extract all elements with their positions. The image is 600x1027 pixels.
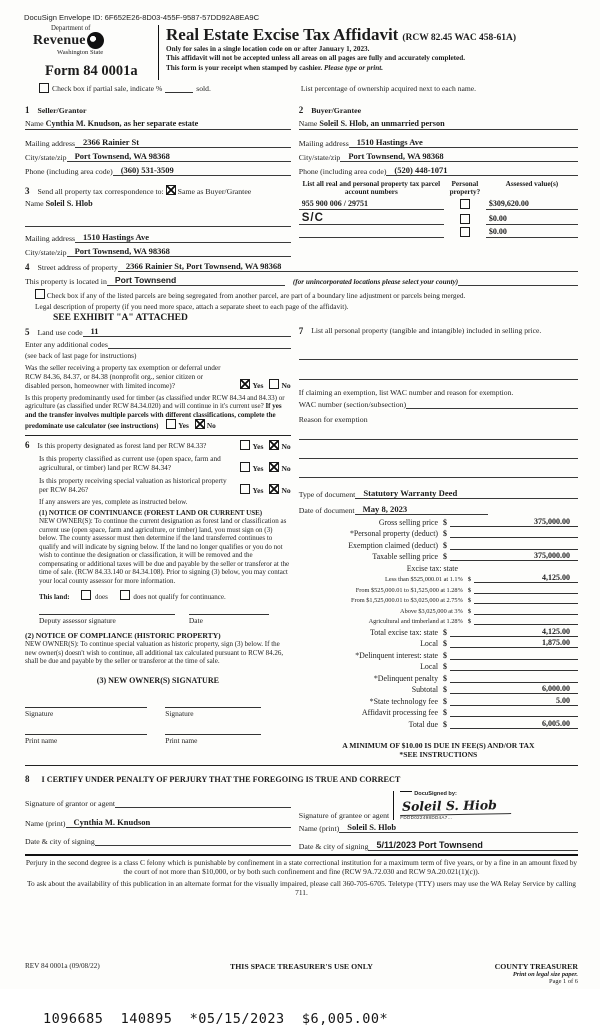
perjury-line2: To ask about the availability of this publication in an alternate format for the visually impaired, please call 360-705-6705. Teletype (TTY) users may use the WA Relay Service by calling 711. [27, 878, 576, 898]
no-checkbox [269, 462, 279, 472]
print-legal-note: Print on legal size paper. [512, 971, 578, 978]
grantor-signature-label: Signature of grantor or agent [25, 798, 116, 808]
segregated-label: Check box if any of the listed parcels are being segregated from another parcel, are part of a boundary line adjustment or parcels being merged. [46, 291, 466, 300]
partial-sale-sold-label: sold. [196, 84, 211, 93]
type-of-document-label: Type of document [298, 490, 356, 499]
amount [450, 682, 578, 683]
notice1-body: NEW OWNER(S): To continue the current designation as forest land or classification as current use (open space, farm and agriculture, or timber) land, you must sign on (3) below. The county assessor must then determine if the land transferred continues to qualify and will indicate by signing below. If the land no longer qualifies or you do not wish to continue the designation or classification, it will be removed and the compensating or additional taxes will be due and payable by the seller or transferor at the time of sale. (RCW 84.33.140 or 84.34.108). Prior to signing (3) below, you may contact your local county assessor for more information. [39, 517, 290, 585]
date-of-document-label: Date of document [298, 506, 355, 515]
county-treasurer: COUNTY TREASURER [494, 962, 578, 971]
form-title: Real Estate Excise Tax Affidavit [166, 25, 399, 44]
question-historical: Is this property receiving special valuation as historical property per RCW 84.26? Yes No [39, 476, 291, 495]
amount: 6,000.00 [450, 684, 578, 694]
amount: 1,875.00 [450, 638, 578, 648]
tax-row-exemption: Exemption claimed (deduct) $ [299, 538, 578, 550]
question-timber-agriculture: Is this property predominantly used for timber (as classified under RCW 84.34 and 84.33) or agriculture (as classified under RCW 84.34.020) and will continue in it's current use? If yes and the transfer involves multiple parcels with different classifications, complete the predominate use calculator (see instructions) Yes No [25, 393, 285, 431]
section7-number: 7 [298, 326, 304, 336]
blank-underline [299, 430, 578, 440]
see-instructions-note: *SEE INSTRUCTIONS [399, 749, 478, 759]
no-checkbox [269, 440, 279, 450]
new-owner-printname-line-1: Print name [25, 734, 147, 745]
section2-number: 2 [298, 105, 304, 115]
deputy-date-line: Date [189, 614, 270, 625]
deputy-assessor-signature-line: Deputy assessor signature [39, 614, 175, 625]
yes-checkbox [240, 379, 250, 389]
subtitle-3-italic: Please type or print. [324, 63, 384, 72]
parcel-header-personal: Personal property? [449, 180, 481, 197]
parcel-header-assessed: Assessed value(s) [505, 180, 559, 188]
question-text: Was the seller receiving a property tax exemption or deferral under RCW 84.36, 84.37, or 84.38 (nonprofit org., senior citizen or disabled person, homeowner with limited income)? [25, 363, 221, 390]
grantor-name-print-label: Name (print) [25, 818, 66, 828]
blank-underline [299, 468, 578, 478]
wac-number-label: WAC number (section/subsection) [298, 400, 407, 409]
blank-underline [299, 350, 578, 360]
tax-row-total-state: Total excise tax: state $ 4,125.00 [299, 625, 578, 637]
amount: 6,005.00 [450, 719, 578, 729]
grantor-name-print-value: Cynthia M. Knudson [66, 817, 291, 828]
parcel-number: 955 900 006 / 29751 [299, 199, 444, 210]
section1-title: Seller/Grantor [37, 106, 87, 115]
section8-divider [25, 765, 578, 766]
exhibit-a-text: SEE EXHIBIT "A" ATTACHED [53, 313, 188, 323]
if-any-yes-note: If any answers are yes, complete as instructed below. [39, 497, 188, 506]
amount: 4,125.00 [450, 627, 578, 637]
seller-city-value: Port Townsend, WA 98368 [67, 151, 291, 162]
personal-property-checkbox [460, 227, 470, 237]
section5-6-column [25, 326, 299, 759]
assessed-value: $0.00 [486, 214, 578, 225]
parcel-row [299, 199, 578, 210]
this-land-label: This land: [39, 593, 70, 602]
date-of-document-value: May 8, 2023 [355, 504, 488, 515]
yes-checkbox [240, 462, 250, 472]
grantee-date-city-label: Date & city of signing [298, 841, 369, 851]
notice1-title: (1) NOTICE OF CONTINUANCE (FOREST LAND OR CURRENT USE) [39, 508, 263, 517]
section6-divider [25, 435, 291, 436]
buyer-grantee-section [299, 100, 578, 257]
amount [474, 614, 578, 615]
amount: 375,000.00 [450, 551, 578, 561]
section3-number: 3 [25, 186, 30, 196]
grantor-date-city-value [95, 845, 291, 846]
does-checkbox [81, 590, 91, 600]
section8-number: 8 [25, 773, 30, 784]
grantee-name-print-value: Soleil S. Hlob [339, 822, 578, 833]
amount [474, 603, 578, 604]
section7-text: List all personal property (tangible and intangible) included in selling price. [311, 326, 542, 335]
revenue-logo-block [25, 25, 151, 80]
yes-checkbox [240, 484, 250, 494]
docusign-id: FDDD022498DD4A7... [400, 814, 453, 820]
seller-mailing-value: 2366 Rainier St [75, 137, 291, 148]
correspondence-mailing-label: Mailing address [25, 234, 76, 243]
section3-text: Send all property tax correspondence to: [37, 187, 164, 196]
new-owner-signature-line-2: Signature [165, 707, 261, 718]
notice2-body: NEW OWNER(S): To continue special valuation as historic property, sign (3) below. If the new owner(s) doesn't wish to continue, all additional tax calculated pursuant to RCW 84.26, shall be due and payable by the seller or transferor at the time of sale. [25, 640, 284, 666]
section1-number: 1 [25, 105, 30, 115]
correspondence-city-label: City/state/zip [25, 248, 67, 257]
tax-row-taxable: Taxable selling price $ 375,000.00 [299, 550, 578, 562]
amount: 4,125.00 [474, 573, 578, 583]
reason-exemption-label: Reason for exemption [298, 415, 368, 424]
amount [474, 624, 578, 625]
amount [450, 670, 578, 671]
ownership-note: List percentage of ownership acquired next to each name. [300, 84, 477, 93]
minimum-due-note: A MINIMUM OF $10.00 IS DUE IN FEE(S) AND/OR TAX [342, 740, 535, 750]
wac-number-value [406, 408, 578, 409]
amount [450, 659, 578, 660]
correspondence-city-value: Port Townsend, WA 98368 [67, 246, 291, 257]
buyer-city-label: City/state/zip [298, 153, 341, 162]
grantee-signature-label: Signature of grantee or agent [298, 810, 390, 820]
tax-row-rate4: Above $3,025,000 at 3% $ [299, 604, 578, 615]
section2-title: Buyer/Grantee [311, 106, 362, 115]
tax-row-delinquent-penalty: *Delinquent penalty $ [299, 671, 578, 683]
section5-number: 5 [25, 327, 30, 337]
no-checkbox [269, 379, 279, 389]
buyer-city-value: Port Townsend, WA 98368 [340, 151, 578, 162]
amount: 5.00 [450, 696, 578, 706]
perjury-line1: Perjury in the second degree is a class C felony which is punishable by confinement in a state correctional institution for a maximum term of five years, or by a fine in an amount fixed by the court of not more than $10,000, or by both such confinement and fine (RCW 9A.72.030 and RCW 9A.20.021(1)(c)). [25, 857, 578, 877]
seller-mailing-label: Mailing address [25, 139, 76, 148]
segregated-checkbox [35, 289, 45, 299]
question-text: Is this property classified as current use (open space, farm and agricultural, or timber) land per RCW 84.34? [39, 454, 221, 473]
tax-row-delinquent-local: Local $ [299, 660, 578, 672]
seller-city-label: City/state/zip [25, 153, 67, 162]
tax-row-rate1: Less than $525,000.01 at 1.1% $ 4,125.00 [299, 573, 578, 584]
personal-property-checkbox [460, 214, 470, 224]
washington-state-label: Washington State [57, 49, 104, 56]
does-not-label: does not qualify for continuance. [133, 593, 226, 602]
additional-codes-value [108, 348, 291, 349]
tax-row-rate2: From $525,000.01 to $1,525,000 at 1.28% $ [299, 583, 578, 594]
correspondence-name: Soleil S. Hlob [45, 199, 93, 208]
buyer-mailing-label: Mailing address [298, 139, 349, 148]
grantee-name-print-label: Name (print) [298, 823, 340, 833]
new-owner-printname-line-2: Print name [165, 734, 261, 745]
partial-sale-checkbox [39, 83, 49, 93]
exemption-note: If claiming an exemption, list WAC number and reason for exemption. [298, 388, 514, 397]
subtitle-1: Only for sales in a single location code on or after January 1, 2023. [166, 45, 370, 53]
name-label: Name [25, 199, 44, 208]
notice3-title: (3) NEW OWNER(S) SIGNATURE [96, 675, 219, 685]
revenue-logo-icon [87, 32, 104, 49]
buyer-name: Soleil S. Hlob, an unmarried person [319, 119, 445, 128]
tax-row-gross: Gross selling price $ 375,000.00 [299, 515, 578, 527]
tax-row-local: Local $ 1,875.00 [299, 637, 578, 649]
subtitle-2: This affidavit will not be accepted unless all areas on all pages are fully and accurately completed. [166, 54, 466, 63]
tax-row-delinquent-interest: *Delinquent interest: state $ [299, 648, 578, 660]
section3-row [25, 185, 291, 196]
docusign-envelope-id: DocuSign Envelope ID: 6F652E26-8D03-455F-9587-57DD92A8EA9C [24, 13, 260, 22]
does-label: does [95, 593, 108, 602]
buyer-phone-value: (520) 448-1071 [386, 165, 578, 176]
treasurer-stamp: 1096685 140895 *05/15/2023 $6,005.00* [43, 1011, 389, 1027]
assessed-value: $309,620.00 [486, 199, 578, 210]
grantee-date-city-value: 5/11/2023 Port Townsend [368, 840, 578, 851]
amount [450, 537, 578, 538]
form-title-rcw: (RCW 82.45 WAC 458-61A) [402, 33, 516, 43]
amount [450, 549, 578, 550]
tax-row-rate3: From $1,525,000.01 to $3,025,000 at 2.75% $ [299, 594, 578, 605]
correspondence-mailing-value: 1510 Hastings Ave [75, 232, 291, 243]
street-address-label: Street address of property [37, 263, 118, 272]
name-label: Name [298, 119, 318, 128]
parcel-header-numbers: List all real and personal property tax parcel account numbers [302, 180, 441, 197]
this-land-row [25, 590, 291, 602]
partial-sale-percent-blank [165, 92, 193, 93]
parcel-table [299, 180, 578, 238]
question-text: Is this property receiving special valuation as historical property per RCW 84.26? [39, 476, 227, 495]
parcel-row [299, 227, 578, 238]
buyer-phone-label: Phone (including area code) [298, 167, 387, 176]
buyer-mailing-value: 1510 Hastings Ave [349, 137, 578, 148]
blank-underline [25, 217, 291, 227]
notice2-title: (2) NOTICE OF COMPLIANCE (HISTORIC PROPERTY) [25, 630, 221, 640]
land-use-code-label: Land use code [37, 328, 83, 337]
type-of-document-value: Statutory Warranty Deed [355, 488, 578, 499]
certify-statement: I CERTIFY UNDER PENALTY OF PERJURY THAT THE FOREGOING IS TRUE AND CORRECT [41, 774, 401, 784]
blank-underline [299, 370, 578, 380]
section4-number: 4 [25, 262, 30, 272]
question-current-use: Is this property classified as current use (open space, farm and agricultural, or timber) land per RCW 84.34? Yes No [39, 454, 291, 473]
seller-grantor-section [25, 100, 299, 257]
blank-underline [299, 449, 578, 459]
tax-row-processing-fee: Affidavit processing fee $ [299, 706, 578, 718]
revenue-wordmark: Revenue [33, 32, 86, 48]
perjury-divider [25, 854, 578, 856]
rev-form-number: REV 84 0001a (09/08/22) [25, 962, 100, 970]
yes-checkbox [166, 419, 176, 429]
tax-row-total-due: Total due $ 6,005.00 [299, 717, 578, 729]
section8 [25, 769, 578, 851]
parcel-row [299, 212, 578, 225]
amount [474, 593, 578, 594]
name-label: Name [25, 119, 44, 128]
no-checkbox [269, 484, 279, 494]
form-number: Form 84 0001a [45, 63, 138, 79]
question-text-bold: If yes and the transfer involves multiple parcels with different classifications, complete the predominate use calculator (see instructions) [25, 402, 282, 431]
docusign-signature-block [393, 791, 578, 820]
legal-description-label: Legal description of property (if you need more space, attach a separate sheet to each page of the affidavit). [35, 302, 349, 311]
dept-of-label: Department of [51, 25, 91, 32]
partial-sale-label: Check box if partial sale, indicate % [52, 84, 163, 93]
parcel-number [299, 227, 444, 238]
question-exemption-deferral: Was the seller receiving a property tax exemption or deferral under RCW 84.36, 84.37, or 84.38 (nonprofit org., senior citizen or disabled person, homeowner with limited income)? Yes No [25, 363, 291, 391]
street-address-value: 2366 Rainier St, Port Townsend, WA 98368 [118, 261, 578, 272]
partial-sale-row [39, 83, 578, 93]
question-text: Is this property designated as forest land per RCW 84.33? [37, 441, 207, 451]
form-header [25, 25, 578, 80]
grantor-signature-value [115, 807, 291, 808]
subtitle-3: This form is your receipt when stamped by cashier. [166, 63, 324, 72]
tax-row-agricultural: Agricultural and timberland at 1.28% $ [299, 615, 578, 626]
tax-row-tech-fee: *State technology fee $ 5.00 [299, 694, 578, 706]
grantee-signature-value: Soleil S. Hiob [400, 797, 511, 816]
seller-phone-label: Phone (including area code) [25, 167, 113, 176]
tax-row-personal: *Personal property (deduct) $ [299, 527, 578, 539]
section7-tax-column [299, 326, 578, 759]
amount: 375,000.00 [450, 517, 578, 527]
question-text: Is this property predominantly used for timber (as classified under RCW 84.34 and 84.33) or agriculture (as classified under RCW 84.34.020) and will continue in it's current use? [25, 393, 285, 411]
amount [450, 716, 578, 717]
same-as-buyer-checkbox [166, 185, 176, 195]
yes-checkbox [240, 440, 250, 450]
additional-codes-label: Enter any additional codes [25, 340, 108, 349]
section4 [25, 261, 578, 323]
question-forest-land: 6 Is this property designated as forest land per RCW 84.33? Yes No [25, 440, 291, 452]
located-in-note: (for unincorporated locations please select your county) [292, 278, 459, 286]
page-number: Page 1 of 6 [549, 978, 578, 985]
located-in-label: This property is located in [25, 277, 107, 286]
personal-property-checkbox [460, 199, 470, 209]
no-checkbox [195, 419, 205, 429]
treasurer-use-only: THIS SPACE TREASURER'S USE ONLY [230, 962, 373, 971]
assessed-value: $0.00 [486, 227, 578, 238]
parcel-number-handwritten: S/C [299, 212, 444, 225]
grantor-date-city-label: Date & city of signing [25, 836, 95, 846]
same-as-buyer-label: Same as Buyer/Grantee [177, 187, 252, 196]
land-use-code-value: 11 [83, 326, 291, 337]
does-not-checkbox [120, 590, 130, 600]
excise-tax-header-row: Excise tax: state [406, 563, 458, 573]
header-divider [158, 25, 159, 80]
seller-name: Cynthia M. Knudson, as her separate estate [45, 119, 199, 128]
new-owner-signature-line-1: Signature [25, 707, 147, 718]
located-in-value: Port Townsend [107, 275, 285, 286]
see-back-note: (see back of last page for instructions) [25, 351, 137, 360]
tax-row-subtotal: Subtotal $ 6,000.00 [299, 683, 578, 695]
seller-phone-value: (360) 531-3509 [113, 165, 291, 176]
docusigned-by-label: DocuSigned by: [400, 791, 578, 797]
